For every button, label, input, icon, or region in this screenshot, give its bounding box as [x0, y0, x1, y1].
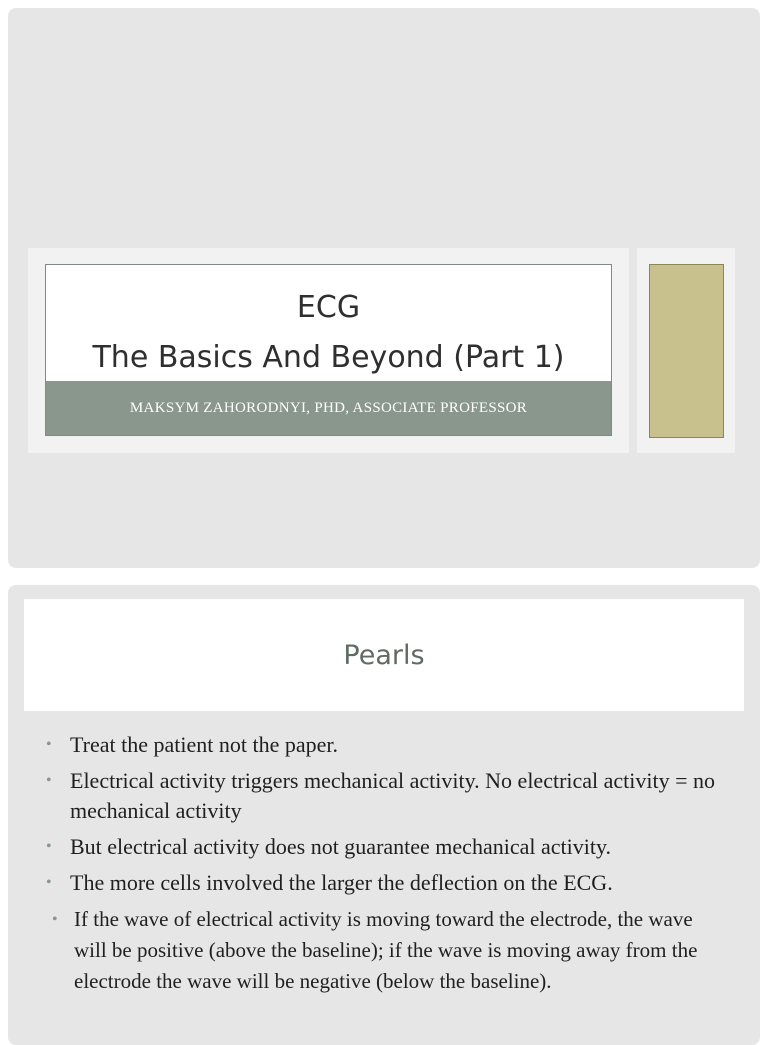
- accent-panel: [637, 248, 735, 453]
- author-subtitle: MAKSYM ZAHORODNYI, PHD, ASSOCIATE PROFESSOR: [129, 399, 528, 416]
- title-panel: [28, 248, 629, 453]
- accent-block: [649, 264, 724, 438]
- list-item: [50, 904, 724, 997]
- title-line-1: ECG: [296, 290, 361, 325]
- bullet-text: Treat the patient not the paper.: [70, 732, 339, 757]
- bullet-text: But electrical activity does not guarantee mechanical activity.: [70, 834, 612, 859]
- pearls-slide: [8, 585, 760, 1045]
- title-box: [45, 264, 612, 436]
- bullet-list: [44, 730, 724, 1003]
- bullet-dot-icon: •: [46, 772, 52, 789]
- slide-heading: Pearls: [343, 639, 425, 671]
- slide-title: [46, 283, 611, 383]
- list-item: [44, 766, 724, 826]
- bullet-dot-icon: •: [46, 874, 52, 891]
- subtitle-bar: [46, 381, 611, 435]
- list-item: [44, 730, 724, 760]
- bullet-text: The more cells involved the larger the deflection on the ECG.: [70, 870, 613, 895]
- title-slide: [8, 8, 760, 568]
- bullet-dot-icon: •: [46, 838, 52, 855]
- list-item: [44, 832, 724, 862]
- bullet-text: If the wave of electrical activity is moving toward the electrode, the wave will be positive (above the baseline); if the wave is moving away from the electrode the wave will be negative (below the baseline).: [74, 907, 698, 993]
- bullet-dot-icon: •: [46, 736, 52, 753]
- title-line-2: The Basics And Beyond (Part 1): [92, 340, 565, 375]
- list-item: [44, 868, 724, 898]
- slide-header: [24, 599, 744, 711]
- bullet-dot-icon: •: [52, 911, 58, 928]
- bullet-text: Electrical activity triggers mechanical activity. No electrical activity = no mechanical activity: [70, 768, 716, 823]
